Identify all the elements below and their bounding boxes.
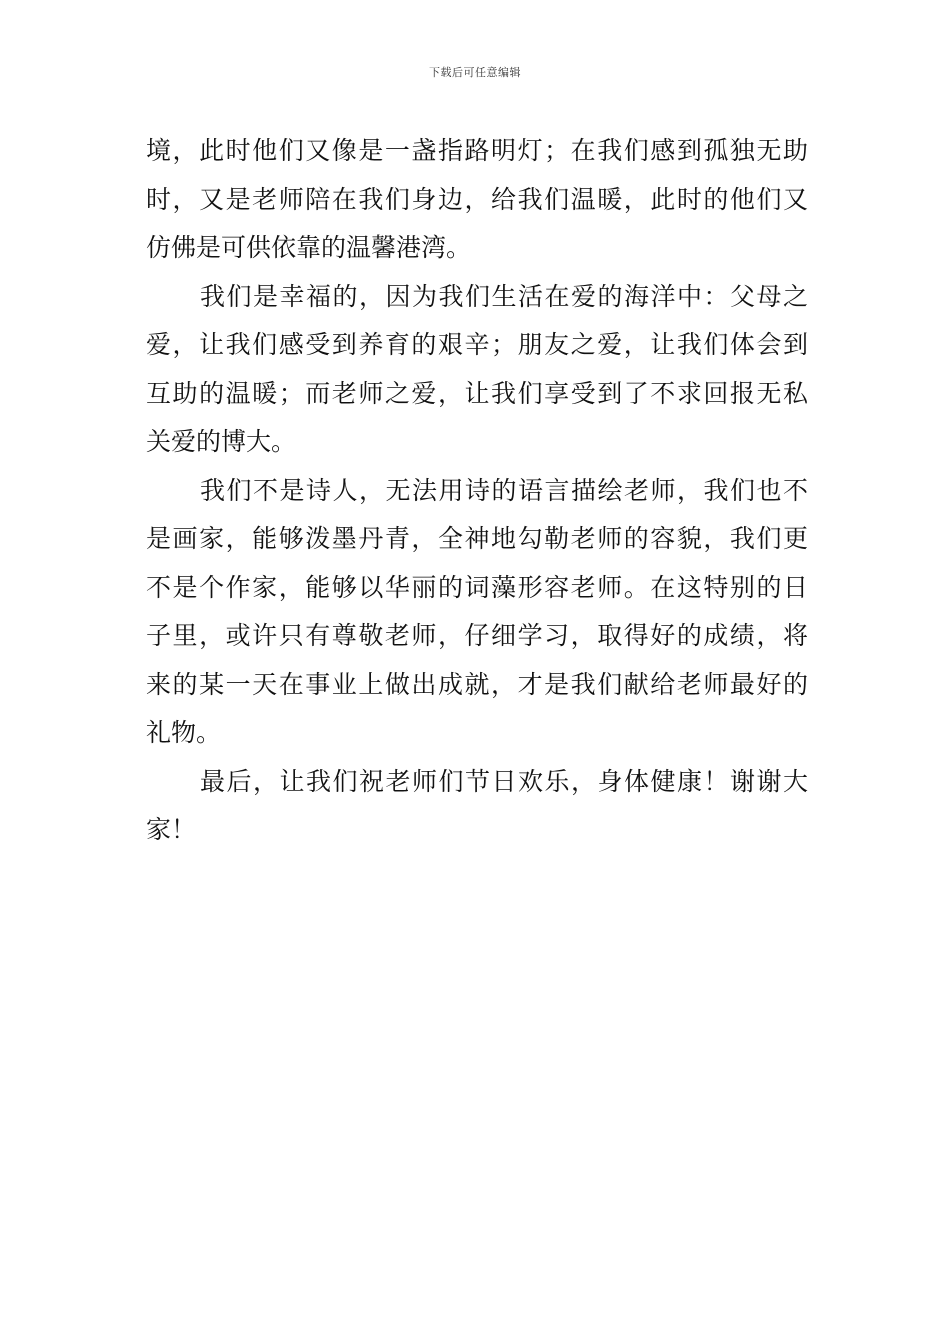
paragraph-line: 爱，让我们感受到养育的艰辛；朋友之爱，让我们体会到 <box>146 330 808 359</box>
paragraph-line: 我们不是诗人，无法用诗的语言描绘老师，我们也不 <box>200 475 808 505</box>
paragraph-line: 子里，或许只有尊敬老师，仔细学习，取得好的成绩，将 <box>146 621 808 650</box>
page-header: 下载后可任意编辑 <box>429 66 521 79</box>
paragraph-line: 时，又是老师陪在我们身边，给我们温暖，此时的他们又 <box>146 184 808 214</box>
paragraph-line: 境，此时他们又像是一盏指路明灯；在我们感到孤独无助 <box>146 136 808 165</box>
paragraph-line: 仿佛是可供依靠的温馨港湾。 <box>146 233 472 262</box>
paragraph-1 <box>146 127 808 273</box>
paragraph-line: 礼物。 <box>146 718 222 747</box>
paragraph-line: 是画家，能够泼墨丹青，全神地勾勒老师的容貌，我们更 <box>146 524 808 553</box>
paragraph-2 <box>146 273 808 467</box>
paragraph-line: 最后，让我们祝老师们节日欢乐，身体健康！谢谢大 <box>200 766 808 796</box>
paragraph-line: 关爱的博大。 <box>146 427 297 456</box>
paragraph-line: 家！ <box>146 815 197 844</box>
paragraph-line: 我们是幸福的，因为我们生活在爱的海洋中：父母之 <box>200 281 808 311</box>
document-body <box>146 127 808 855</box>
paragraph-3 <box>146 467 808 758</box>
paragraph-line: 互助的温暖；而老师之爱，让我们享受到了不求回报无私 <box>146 378 808 408</box>
paragraph-line: 来的某一天在事业上做出成就，才是我们献给老师最好的 <box>146 669 808 699</box>
paragraph-line: 不是个作家，能够以华丽的词藻形容老师。在这特别的日 <box>146 572 808 602</box>
paragraph-4 <box>146 758 808 855</box>
